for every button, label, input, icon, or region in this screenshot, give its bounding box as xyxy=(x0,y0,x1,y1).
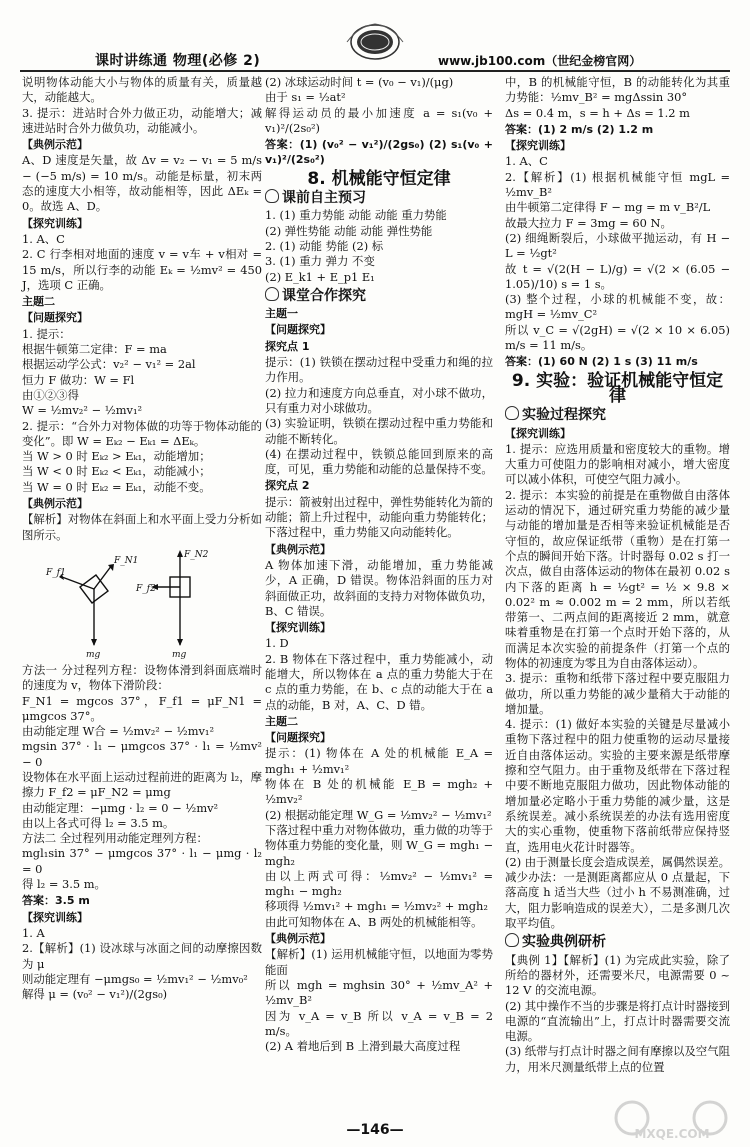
subhead-coop xyxy=(265,287,493,304)
answer-line: 答案：(1) 60 N (2) 1 s (3) 11 m/s xyxy=(505,355,698,369)
subhead-preview-text: 课前自主预习 xyxy=(282,190,366,207)
text-line: 1. 提示： xyxy=(22,326,71,341)
text-line: 4. 提示：(1) 做好本实验的关键是尽量减小重物下落过程中的阻力使重物的运动尽量接近自由落体运动。实验的主要来源是纸带摩擦和空气阻力。由于重物及纸带在下落过程中要不断地克服阻力做功，因此物体动能的增加量必定略小于重力势能的减少量，这是系统误差。减小系统误差的办法有选用密度大的实心重物，使重物下落前纸带应保持竖直，选用电火花计时器等。 xyxy=(505,717,730,854)
text-line: A、D 速度是矢量，故 Δv = v₂ − v₁ = 5 m/s − (−5 m/s) = 10 m/s。动能是标量，初末两态的速度大小相等，故动能相等，因此 ΔEₖ = 0。故选 A、D。 xyxy=(22,153,262,214)
fig-label-ff1: F_f1 xyxy=(46,567,66,578)
text-line: 恒力 F 做功：W = Fl xyxy=(22,372,135,387)
website-url: www.jb100.com（世纪金榜官网） xyxy=(438,54,642,68)
text-line: 由①②③得 xyxy=(22,387,79,402)
text-line: (4) 在摆动过程中，铁锁总能回到原来的高度，可见，重力势能和动能的总量保持不变。 xyxy=(265,446,493,477)
text-line: 由于 s₁ = ½at² xyxy=(265,90,346,105)
text-line: 故最大拉力 F = 3mg = 60 N。 xyxy=(505,215,672,230)
text-line: (2) 其中操作不当的步骤是将打点计时器接到电源的“直流输出”上，打点计时器需要交流电源。 xyxy=(505,998,730,1044)
section-label: 【探究训练】 xyxy=(22,910,88,924)
text-line: Δs = 0.4 m，s = h + Δs = 1.2 m xyxy=(505,105,690,120)
book-title: 课时讲练通 物理(必修 2) xyxy=(95,53,261,69)
text-line: 【解析】(1) 运用机械能守恒，以地面为零势能面 xyxy=(265,947,493,977)
text-line: 1. (1) 重力势能 动能 动能 重力势能 xyxy=(265,208,447,223)
fig-label-mg2: mg xyxy=(172,649,187,659)
text-line: 根据运动学公式：v₂² − v₁² = 2al xyxy=(22,357,196,372)
page-header xyxy=(0,0,750,70)
text-line: 由牛顿第二定律得 F − mg = m v_B²/L xyxy=(505,200,711,215)
lightbulb-icon xyxy=(265,189,279,203)
text-line: (2) E_k1 + E_p1 E₁ xyxy=(265,269,375,284)
section-label: 【典例示范】 xyxy=(265,542,331,556)
publisher-logo-icon xyxy=(345,20,405,64)
answer-line: 答案：(1) 2 m/s (2) 1.2 m xyxy=(505,122,654,136)
section-label: 【问题探究】 xyxy=(265,731,331,745)
section-label: 【问题探究】 xyxy=(22,311,88,325)
force-diagram xyxy=(42,547,232,659)
column-2 xyxy=(265,75,493,1054)
text-line: 移项得 ½mv₁² + mgh₁ = ½mv₂² + mgh₂ xyxy=(265,899,488,914)
text-line: (2) 弹性势能 动能 动能 弹性势能 xyxy=(265,223,433,238)
text-line: 说明物体动能大小与物体的质量有关，质量越大，动能越大。 xyxy=(22,75,262,105)
fig-label-fn1: F_N1 xyxy=(114,555,139,566)
section-label: 【典例示范】 xyxy=(265,932,331,946)
text-line: 中，B 的机械能守恒，B 的动能转化为其重力势能：½mv_B² = mgΔssin 30° xyxy=(505,75,730,105)
section-label: 【典例示范】 xyxy=(22,138,88,152)
section-label: 【探究训练】 xyxy=(265,621,331,635)
subhead-case-text: 实验典例研析 xyxy=(522,934,606,951)
section-label: 【探究训练】 xyxy=(505,426,571,440)
text-line: 所以 mgh = mghsin 30° + ½mv_A² + ½mv_B² xyxy=(265,977,493,1008)
page-number: —146— xyxy=(346,1122,404,1138)
text-line: 由动能定理：−μmg · l₂ = 0 − ½mv² xyxy=(22,800,219,815)
text-line: (2) A 着地后到 B 上滑到最大高度过程 xyxy=(265,1039,461,1054)
text-line: 1. A、C xyxy=(505,154,548,169)
text-line: 当 W = 0 时 Eₖ₂ = Eₖ₁，动能不变。 xyxy=(22,479,211,494)
section-label: 【探究训练】 xyxy=(505,139,571,153)
text-line: 方法二 全过程列用动能定理列方程： xyxy=(22,831,208,846)
text-line: 1. A、C xyxy=(22,231,65,246)
watermark-text: MXQE.COM xyxy=(634,1127,710,1141)
section-label: 【探究训练】 xyxy=(22,216,88,230)
text-line: 2.【解析】(1) 根据机械能守恒 mgL = ½mv_B² xyxy=(505,169,730,200)
header-rule xyxy=(20,70,730,72)
text-line: 得 l₂ = 3.5 m。 xyxy=(22,877,106,892)
watermark-logo-icon xyxy=(612,1098,732,1142)
section-label: 探究点 1 xyxy=(265,339,310,353)
text-line: 当 W > 0 时 Eₖ₂ > Eₖ₁，动能增加； xyxy=(22,449,211,464)
answer-line: 答案：3.5 m xyxy=(22,894,90,908)
fig-label-fn2: F_N2 xyxy=(184,549,209,560)
text-line: 1. D xyxy=(265,636,289,651)
text-line: 1. A xyxy=(22,925,45,940)
text-line: 由动能定理 W合 = ½mv₂² − ½mv₁² xyxy=(22,724,215,739)
subhead-process xyxy=(505,406,730,423)
section-label: 【问题探究】 xyxy=(265,323,331,337)
subhead-preview xyxy=(265,189,493,206)
answer-line: 答案：(1) (v₀² − v₁²)/(2gs₀) (2) s₁(v₀ + v₁)²/(2s₀²) xyxy=(265,138,493,167)
text-line: 因为 v_A = v_B 所以 v_A = v_B = 2 m/s。 xyxy=(265,1008,493,1038)
text-line: 所以 v_C = √(2gH) = √(2 × 10 × 6.05) m/s = 11 m/s。 xyxy=(505,322,730,353)
fig-label-mg1: mg xyxy=(86,649,101,659)
text-line: 物体在 B 处的机械能 E_B = mgh₂ + ½mv₂² xyxy=(265,777,493,807)
text-line: 则动能定理有 −μmgs₀ = ½mv₁² − ½mv₀² xyxy=(22,971,248,986)
text-line: 2.【解析】(1) 设冰球与冰面之间的动摩擦因数为 μ xyxy=(22,941,262,971)
text-line: 【典例 1】【解析】(1) 为完成此实验，除了所给的器材外，还需要米尺，电源需要 0 ~ 12 V 的交流电源。 xyxy=(505,952,730,998)
section-label: 探究点 2 xyxy=(265,479,310,493)
text-line: 解得 μ = (v₀² − v₁²)/(2gs₀) xyxy=(22,987,168,1002)
section-label: 主题二 xyxy=(265,714,298,728)
text-line: (3) 纸带与打点计时器之间有摩擦以及空气阻力，用米尺测量纸带上点的位置 xyxy=(505,1044,730,1074)
text-line: 根据牛顿第二定律：F = ma xyxy=(22,342,167,357)
text-line: 2. 提示：本实验的前提是在重物做自由落体运动的情况下，通过研究重力势能的减少量与动能的增加量是否相等来验证机械能是否守恒的，故应保证纸带（重物）是在打第一个点的瞬间开始下落。计时器每 0.02 s 打一次点，做自由落体运动的物体在最初 0.02 s 内下落的距离 h = ½gt² = ½ × 9.8 × 0.02² m ≈ 0.002 m = 2 mm，所以若纸带第一、二两点间的距离接近 2 mm，就意味着重物是在打第一个点时开始下落的，从而满足本次实验的前提条件（打第一个点的物体的初速度为零且为自由落体运动）。 xyxy=(505,487,730,670)
text-line: W = ½mv₂² − ½mv₁² xyxy=(22,403,143,418)
text-line: 故 t = √(2(H − L)/g) = √(2 × (6.05 − 1.05)/10) s = 1 s。 xyxy=(505,261,730,291)
text-line: 【解析】对物体在斜面上和水平面上受力分析如图所示。 xyxy=(22,512,262,542)
chapter-title-8: 8. 机械能守恒定律 xyxy=(307,168,451,189)
text-line: 1. 提示：应选用质量和密度较大的重物。增大重力可使阻力的影响相对减小，增大密度可以减小体积，可使空气阻力减小。 xyxy=(505,441,730,487)
text-line: 由以上各式可得 l₂ = 3.5 m。 xyxy=(22,815,175,830)
text-line: 2. B 物体在下落过程中，重力势能减小，动能增大，所以物体在 a 点的重力势能大于在 c 点的重力势能，在 b、c 点的动能大于在 a 点的动能，B 对，A、C、D 错。 xyxy=(265,651,493,712)
text-line: (2) 由于测量长度会造成误差，属偶然误差。减少办法：一是测距离都应从 0 点量起，下落高度 h 适当大些（过小 h 不易测准确，过大，阻力影响造成的误差大），二是多测几次取平均值。 xyxy=(505,854,730,931)
text-line: (2) 细绳断裂后，小球做平抛运动，有 H − L = ½gt² xyxy=(505,230,730,261)
text-line: 3. 提示：进站时合外力做正功，动能增大；减速进站时合外力做负功，动能减小。 xyxy=(22,105,262,135)
section-label: 【典例示范】 xyxy=(22,497,88,511)
text-line: (2) 冰球运动时间 t = (v₀ − v₁)/(μg) xyxy=(265,75,454,89)
text-line: 解得运动员的最小加速度 a = s₁(v₀ + v₁)²/(2s₀²) xyxy=(265,105,493,135)
chapter-title-9: 9. 实验：验证机械能守恒定律 xyxy=(511,370,724,406)
text-line: F_N1 = mgcos 37°，F_f1 = μF_N1 = μmgcos 37°。 xyxy=(22,693,262,723)
text-line: (3) 整个过程，小球的机械能不变，故：mgH = ½mv_C² xyxy=(505,292,730,322)
text-line: (2) 拉力和速度方向总垂直，对小球不做功，只有重力对小球做功。 xyxy=(265,385,493,415)
text-line: 方法一 分过程列方程：设物体滑到斜面底端时的速度为 v，物体下滑阶段： xyxy=(22,662,262,693)
subhead-process-text: 实验过程探究 xyxy=(522,407,606,424)
section-label: 主题二 xyxy=(22,295,55,309)
lightbulb-icon xyxy=(265,287,279,301)
text-line: 设物体在水平面上运动过程前进的距离为 l₂，摩擦力 F_f2 = μF_N2 = μmg xyxy=(22,769,262,800)
text-line: 由此可知物体在 A、B 两处的机械能相等。 xyxy=(265,914,483,929)
column-3 xyxy=(505,75,730,1075)
text-line: (3) 实验证明，铁锁在摆动过程中重力势能和动能不断转化。 xyxy=(265,416,493,446)
text-line: mgl₁sin 37° − μmgcos 37° · l₁ − μmg · l₂ = 0 xyxy=(22,846,262,876)
lightbulb-icon xyxy=(505,933,519,947)
text-line: (2) 根据动能定理 W_G = ½mv₂² − ½mv₁² xyxy=(265,807,492,822)
text-line: 提示：(1) 物体在 A 处的机械能 E_A = mgh₁ + ½mv₁² xyxy=(265,746,493,776)
text-line: 提示：箭被射出过程中，弹性势能转化为箭的动能；箭上升过程中，动能向重力势能转化；下落过程中，重力势能又向动能转化。 xyxy=(265,494,493,540)
text-line: 提示：(1) 铁锁在摆动过程中受重力和绳的拉力作用。 xyxy=(265,355,493,385)
text-line: 当 W < 0 时 Eₖ₂ < Eₖ₁，动能减小； xyxy=(22,464,211,479)
subhead-coop-text: 课堂合作探究 xyxy=(282,287,366,304)
text-line: 2. 提示：“合外力对物体做的功等于物体动能的变化”。即 W = Eₖ₂ − Eₖ₁ = ΔEₖ。 xyxy=(22,418,262,448)
text-line: 由以上两式可得：½mv₂² − ½mv₁² = mgh₁ − mgh₂ xyxy=(265,868,493,899)
section-label: 主题一 xyxy=(265,307,298,321)
column-1 xyxy=(22,75,262,1002)
text-line: 下落过程中重力对物体做功，重力做的功等于物体重力势能的变化量，则 W_G = mgh₁ − mgh₂ xyxy=(265,822,493,868)
subhead-case xyxy=(505,933,730,950)
text-line: 2. (1) 动能 势能 (2) 标 xyxy=(265,238,384,253)
text-line: 3. 提示：重物和纸带下落过程中要克服阻力做功，所以重力势能的减少量稍大于动能的增加量。 xyxy=(505,671,730,716)
text-line: mgsin 37° · l₁ − μmgcos 37° · l₁ = ½mv² − 0 xyxy=(22,739,262,769)
text-line: 3. (1) 重力 弹力 不变 xyxy=(265,254,375,269)
fig-label-ff2: F_f2 xyxy=(136,583,156,594)
text-line: 2. C 行李相对地面的速度 v = v车 + v相对 = 15 m/s，所以行李的动能 Eₖ = ½mv² = 450 J，选项 C 正确。 xyxy=(22,247,262,292)
text-line: A 物体加速下滑，动能增加，重力势能减少，A 正确，D 错误。物体沿斜面的压力对斜面做正功，故斜面的支持力对物体做负功，B、C 错误。 xyxy=(265,557,493,618)
lightbulb-icon xyxy=(505,406,519,420)
